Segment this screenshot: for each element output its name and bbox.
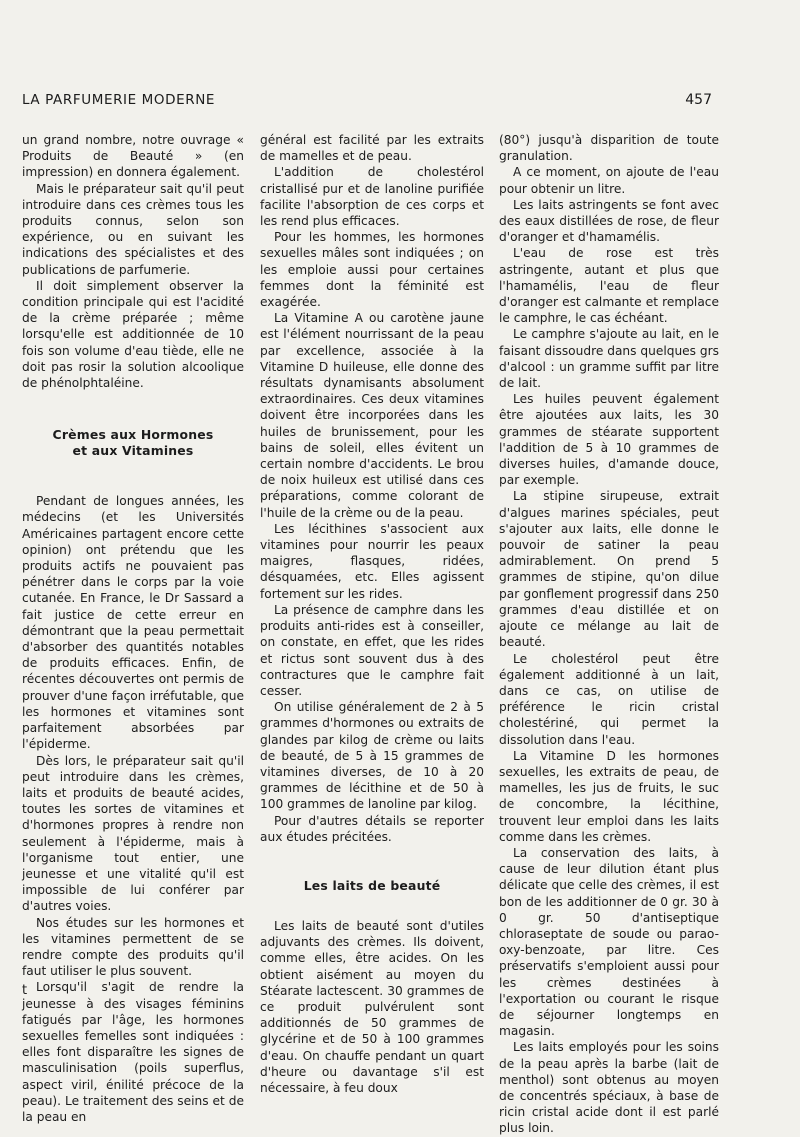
paragraph: Les huiles peuvent également être ajoutées aux laits, les 30 grammes de stéarate supportent l'addition de 5 à 10 grammes de diverses huiles, d'amande douce, par exemple. (499, 392, 719, 488)
paragraph: général est facilité par les extraits de mamelles et de peau. (260, 133, 484, 164)
paragraph: Pour les hommes, les hormones sexuelles mâles sont indiquées ; on les emploie aussi pour certaines femmes dont la féminité est exagérée. (260, 230, 484, 310)
text-column-3 (499, 132, 719, 1137)
paragraph: Pendant de longues années, les médecins (et les Universités Américaines partagent encore cette opinion) ont prétendu que les produits actifs ne pouvaient pas pénétrer dans le corps par la voie cutanée. En France, le Dr Sassard a fait justice de cette erreur en démontrant que la peau permettait d'absorber des quantités notables de produits efficaces. Enfin, de récentes découvertes ont permis de prouver d'une façon irréfutable, que les hormones et vitamines sont parfaitement absorbées par l'épiderme. (22, 494, 244, 752)
heading-line: et aux Vitamines (72, 443, 194, 459)
paragraph: Le cholestérol peut être également additionné à un lait, dans ce cas, on utilise de préférence le ricin cristal cholestériné, qui permet la dissolution dans l'eau. (499, 651, 719, 747)
paragraph: Les laits astringents se font avec des eaux distillées de rose, de fleur d'oranger et d'hamamélis. (499, 197, 719, 245)
paragraph: Les lécithines s'associent aux vitamines pour nourrir les peaux maigres, flasques, ridées, désquamées, etc. Elles agissent fortement sur les rides. (260, 521, 484, 601)
running-header (22, 92, 712, 114)
paragraph: (80°) jusqu'à disparition de toute granulation. (499, 133, 719, 164)
paragraph: Il doit simplement observer la condition principale qui est l'acidité de la crème préparée ; même lorsqu'elle est additionnée de 10 fois son volume d'eau tiède, elle ne doit pas rosir la solution alcoolique de phénolphtaléine. (22, 278, 244, 391)
page-number: 457 (685, 92, 712, 108)
paragraph: Dès lors, le préparateur sait qu'il peut introduire dans les crèmes, laits et produits de beauté acides, toutes les sortes de vitamines et d'hormones propres à rendre non seulement à l'épiderme, mais à l'organisme tout entier, une jeunesse et une vitalité qu'il est impossible de lui conférer par d'autres voies. (22, 753, 244, 914)
paragraph: On utilise généralement de 2 à 5 grammes d'hormones ou extraits de glandes par kilog de crème ou laits de beauté, de 5 à 15 grammes de vitamines diverses, de 10 à 20 grammes de lécithine et de 50 à 100 grammes de lanoline par kilog. (260, 700, 484, 812)
paragraph: La présence de camphre dans les produits anti-rides est à conseiller, on constate, en effet, que les rides et rictus sont souvent dus à des contractures que le camphre fait cesser. (260, 602, 484, 698)
paragraph: A ce moment, on ajoute de l'eau pour obtenir un litre. (499, 165, 719, 196)
paragraph: un grand nombre, notre ouvrage « Produits de Beauté » (en impression) en donnera également. (22, 133, 244, 180)
paragraph: Le camphre s'ajoute au lait, en le faisant dissoudre dans quelques grs d'alcool : un gramme suffit par litre de lait. (499, 327, 719, 391)
paragraph: La Vitamine A ou carotène jaune est l'élément nourrissant de la peau par excellence, associée à la Vitamine D huileuse, elle donne des résultats dynamisants absolument extraordinaires. Ces deux vitamines doivent être incorporées dans les huiles de brunissement, pour les bains de soleil, elles évitent un certain nombre d'accidents. Le brou de noix huileux est utilisé dans ces préparations, comme colorant de l'huile de la crème ou de la peau. (260, 311, 484, 520)
paragraph: Mais le préparateur sait qu'il peut introduire dans ces crèmes tous les produits connus, selon son expérience, ou en suivant les indications des spécialistes et des publications de parfumerie. (22, 181, 244, 277)
running-title: LA PARFUMERIE MODERNE (22, 92, 216, 108)
heading-line: Crèmes aux Hormones (52, 427, 214, 443)
paragraph: Lorsqu'il s'agit de rendre la jeunesse à des visages féminins fatigués par l'âge, les hormones sexuelles femelles sont indiquées : elles font disparaître les signes de masculinisation (poils superflus, aspect viril, énilité précoce de la peau). Le traitement des seins et de la peau en (22, 980, 244, 1124)
section-heading-hormones-vitamines (22, 427, 244, 459)
paragraph: La Vitamine D les hormones sexuelles, les extraits de peau, de mamelles, les jus de fruits, le suc de concombre, la lécithine, trouvent leur emploi dans les laits comme dans les crèmes. (499, 748, 719, 844)
paragraph: Les laits de beauté sont d'utiles adjuvants des crèmes. Ils doivent, comme elles, être acides. On les obtient aisément au moyen du Stéarate lactescent. 30 grammes de ce produit pulvérulent sont additionnés de 50 grammes de glycérine et de 50 à 100 grammes d'eau. On chauffe pendant un quart d'heure ou davantage s'il est nécessaire, à feu doux (260, 918, 484, 1095)
text-column-2 (260, 132, 484, 1096)
paragraph: Nos études sur les hormones et les vitamines permettent de se rendre compte des produits qu'il faut utiliser le plus souvent. (22, 915, 244, 979)
paragraph: Les laits employés pour les soins de la peau après la barbe (lait de menthol) sont obtenus au moyen de concentrés spéciaux, à base de ricin cristal acide dont il est parlé plus loin. (499, 1040, 719, 1136)
footer-mark: t (22, 983, 28, 998)
paragraph: L'eau de rose est très astringente, autant et plus que l'hamamélis, l'eau de fleur d'oranger est calmante et remplace le camphre, le cas échéant. (499, 246, 719, 326)
text-column-1 (22, 132, 244, 1125)
section-heading-laits-de-beaute: Les laits de beauté (303, 877, 441, 893)
paragraph: L'addition de cholestérol cristallisé pur et de lanoline purifiée facilite l'absorption de ces corps et les rend plus efficaces. (260, 165, 484, 229)
paragraph: Pour d'autres détails se reporter aux études précitées. (260, 813, 484, 844)
paragraph: La stipine sirupeuse, extrait d'algues marines spéciales, peut s'ajouter aux laits, elle donne le pouvoir de satiner la peau admirablement. On prend 5 grammes de stipine, qu'on dilue par gonflement progressif dans 250 grammes d'eau distillée et on ajoute ce mélange au lait de beauté. (499, 489, 719, 650)
paragraph: La conservation des laits, à cause de leur dilution étant plus délicate que celle des crèmes, il est bon de les additionner de 0 gr. 30 à 0 gr. 50 d'antiseptique chloraseptate de soude ou parao-oxy-benzoate, par litre. Ces préservatifs s'emploient aussi pour les crèmes destinées à l'exportation ou courant le risque de séjourner longtemps en magasin. (499, 845, 719, 1039)
